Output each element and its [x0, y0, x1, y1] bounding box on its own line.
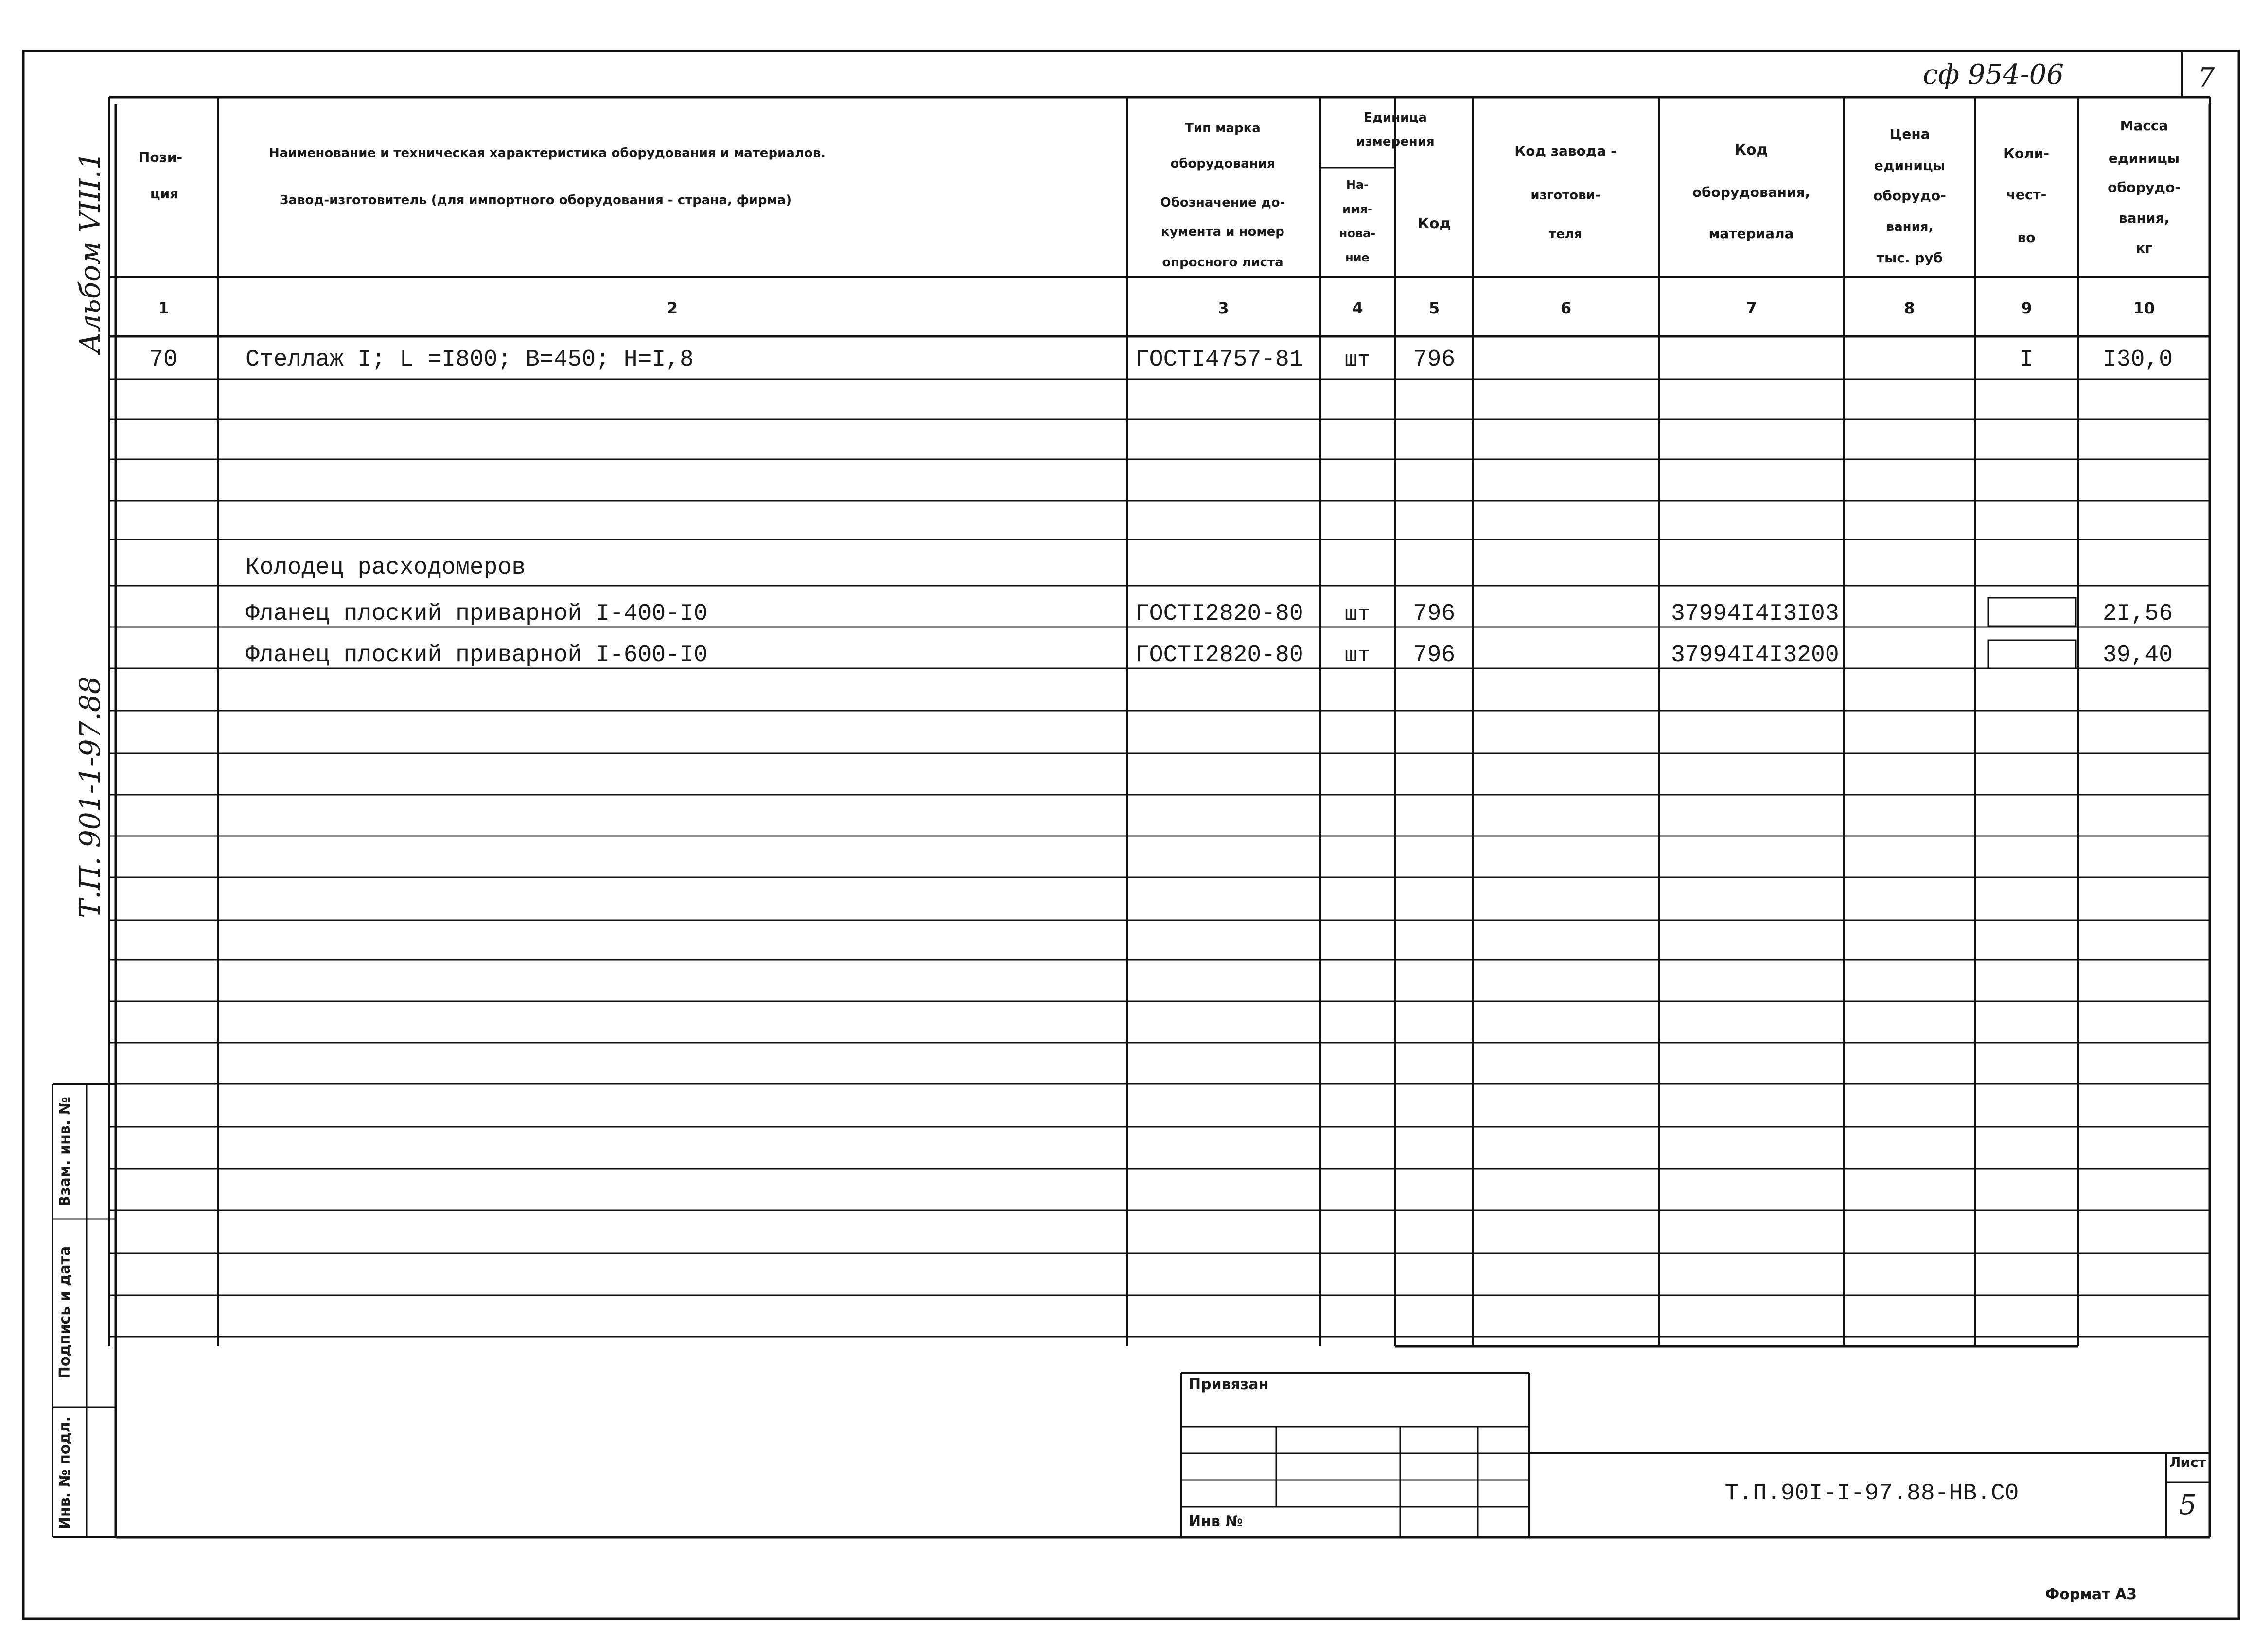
cell-document: ГОСТI2820-80	[1135, 642, 1303, 668]
column-number: 7	[1746, 299, 1757, 317]
outer-frame	[23, 51, 2239, 1619]
cell-unit-code: 796	[1413, 601, 1456, 627]
sheet-number: 5	[2179, 1489, 2197, 1521]
cell-unit-code: 796	[1413, 347, 1456, 373]
stamp-original-inv: Инв. № подл.	[56, 1416, 73, 1530]
name-header: Наименование и техническая характеристика оборудования и материалов.	[269, 146, 826, 160]
unit-name-header: На-	[1346, 178, 1369, 192]
cell-document: ГОСТI2820-80	[1135, 601, 1303, 627]
price-header: вания,	[1886, 220, 1934, 234]
table-grid	[23, 51, 2239, 1619]
unit-name-header: нова-	[1339, 226, 1376, 240]
type-header: Тип марка	[1185, 121, 1261, 136]
equipment-code-header: оборудования,	[1692, 184, 1811, 200]
type-header: Обозначение до-	[1160, 195, 1285, 210]
cell-name: Колодец расходомеров	[246, 555, 526, 581]
cell-equipment-code: 37994I4I3I03	[1671, 601, 1839, 627]
unit-header: измерения	[1356, 135, 1435, 149]
sheet-label: Лист	[2169, 1454, 2206, 1470]
cell-unit-code: 796	[1413, 642, 1456, 668]
column-number: 2	[667, 299, 678, 317]
price-header: тыс. руб	[1876, 250, 1943, 266]
unit-name-header: имя-	[1342, 202, 1372, 216]
document-code: сф 954-06	[1923, 59, 2064, 90]
type-header: оборудования	[1170, 157, 1275, 171]
quantity-header: чест-	[2006, 187, 2047, 203]
column-number: 4	[1352, 299, 1363, 317]
unit-name-header: ние	[1345, 251, 1370, 264]
cell-quantity: I	[2019, 347, 2034, 373]
cell-unit: шт	[1344, 348, 1371, 372]
equipment-code-header: материала	[1708, 226, 1794, 242]
type-header: кумента и номер	[1161, 225, 1284, 239]
cell-position: 70	[149, 347, 177, 373]
cell-equipment-code: 37994I4I3200	[1671, 642, 1839, 668]
column-number: 5	[1428, 299, 1440, 317]
cell-document: ГОСТI4757-81	[1135, 347, 1303, 373]
position-header: Пози-	[138, 149, 183, 165]
document-number: Т.П.90I-I-97.88-НВ.С0	[1724, 1480, 2019, 1507]
cell-unit: шт	[1344, 644, 1371, 668]
factory-code-header: теля	[1548, 227, 1582, 242]
unit-header: Единица	[1364, 110, 1427, 125]
position-header: ция	[150, 186, 179, 202]
quantity-header: во	[2017, 229, 2036, 245]
factory-code-header: Код завода -	[1514, 143, 1617, 159]
cell-mass: 39,40	[2103, 642, 2173, 668]
stamp-signature-date: Подпись и дата	[56, 1246, 73, 1379]
unit-code-header: Код	[1417, 215, 1451, 232]
quantity-box	[1988, 640, 2076, 668]
project-label: Т.П. 901-1-97.88	[73, 676, 106, 918]
column-number: 3	[1218, 299, 1229, 317]
cell-mass: I30,0	[2103, 347, 2173, 373]
attached-label: Привязан	[1189, 1376, 1269, 1393]
price-header: единицы	[1874, 157, 1946, 174]
column-number: 8	[1904, 299, 1915, 317]
quantity-header: Коли-	[2004, 145, 2049, 161]
column-number: 6	[1560, 299, 1572, 317]
inventory-label: Инв №	[1189, 1513, 1243, 1530]
mass-header: вания,	[2118, 210, 2170, 226]
factory-code-header: изготови-	[1530, 188, 1600, 203]
equipment-code-header: Код	[1734, 141, 1768, 158]
page-corner-number: 7	[2198, 62, 2215, 93]
format-label: Формат А3	[2045, 1586, 2137, 1603]
name-header: Завод-изготовитель (для импортного оборудования - страна, фирма)	[280, 193, 792, 208]
table-text	[56, 59, 2215, 1603]
mass-header: Масса	[2120, 118, 2168, 134]
column-number: 1	[158, 299, 169, 317]
cell-mass: 2I,56	[2103, 601, 2173, 627]
mass-header: кг	[2136, 240, 2152, 256]
column-number: 10	[2133, 299, 2155, 317]
type-header: опросного листа	[1162, 255, 1283, 270]
album-label: Альбом VIII.1	[73, 152, 106, 354]
cell-unit: шт	[1344, 602, 1371, 627]
quantity-box	[1988, 598, 2076, 626]
price-header: оборудо-	[1873, 188, 1946, 204]
cell-name: Фланец плоский приварной I-400-I0	[246, 601, 708, 627]
price-header: Цена	[1889, 126, 1930, 142]
cell-name: Стеллаж I; L =I800; B=450; H=I,8	[246, 347, 694, 373]
column-number: 9	[2021, 299, 2032, 317]
mass-header: оборудо-	[2108, 179, 2180, 195]
mass-header: единицы	[2108, 150, 2180, 166]
cell-name: Фланец плоский приварной I-600-I0	[246, 642, 708, 668]
stamp-replace-inv: Взам. инв. №	[56, 1097, 73, 1207]
